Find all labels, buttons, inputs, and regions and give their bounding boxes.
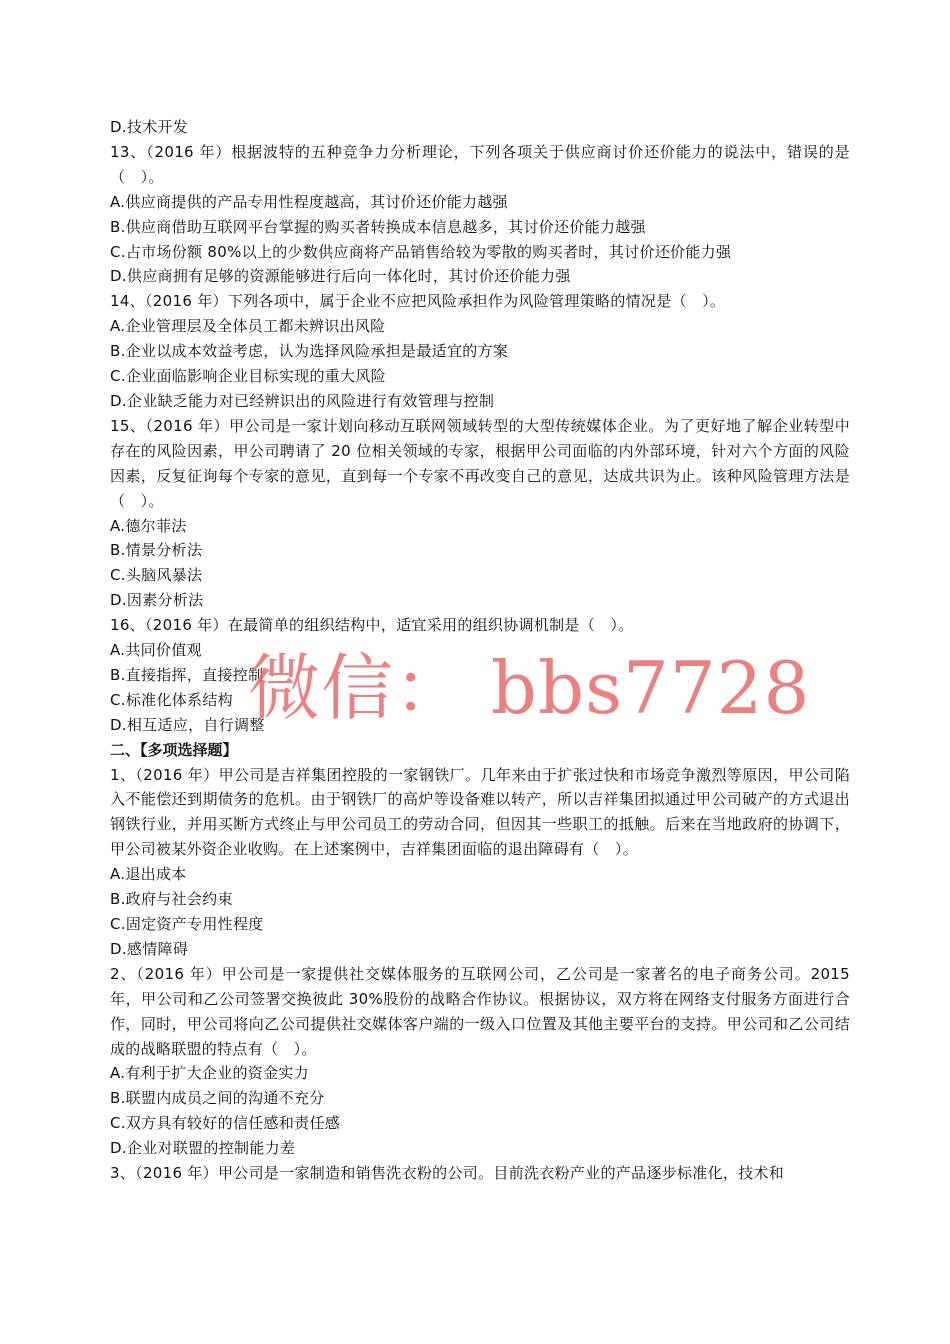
option-line: A.有利于扩大企业的资金实力 bbox=[110, 1064, 309, 1083]
multi-question-3: 3、（2016 年）甲公司是一家制造和销售洗衣粉的公司。目前洗衣粉产业的产品逐步标准化，技术和 bbox=[110, 1164, 785, 1183]
question-16: 16、（2016 年）在最简单的组织结构中，适宜采用的组织协调机制是（ ）。 bbox=[110, 616, 634, 635]
option-line: A.退出成本 bbox=[110, 865, 187, 884]
multi-question-2: 2、（2016 年）甲公司是一家提供社交媒体服务的互联网公司，乙公司是一家著名的电子商务公司。2015 年，甲公司和乙公司签署交换彼此 30%股份的战略合作协议。根据协议，双方将在网络支付服务方面进行合作，同时，甲公司将向乙公司提供社交媒体客户端的一级入口位置及其他主要平台的支持。甲公司和乙公司结成的战略联盟的特点有（ ）。 bbox=[110, 964, 850, 1058]
option-line: B.企业以成本效益考虑，认为选择风险承担是最适宜的方案 bbox=[110, 342, 509, 361]
section-heading: 二、【多项选择题】 bbox=[110, 740, 238, 759]
option-line: D.感情障碍 bbox=[110, 939, 189, 958]
option-line: A.供应商提供的产品专用性程度越高，其讨价还价能力越强 bbox=[110, 192, 508, 211]
option-line: B.供应商借助互联网平台掌握的购买者转换成本信息越多，其讨价还价能力越强 bbox=[110, 217, 646, 236]
option-line: D.企业对联盟的控制能力差 bbox=[110, 1139, 296, 1158]
option-line: D.企业缺乏能力对已经辨识出的风险进行有效管理与控制 bbox=[110, 391, 495, 410]
option-line: C.企业面临影响企业目标实现的重大风险 bbox=[110, 367, 386, 386]
question-13: 13、（2016 年）根据波特的五种竞争力分析理论，下列各项关于供应商讨价还价能力的说法中，错误的是（ ）。 bbox=[110, 142, 850, 186]
option-line: D.相互适应，自行调整 bbox=[110, 715, 265, 734]
multi-question-1: 1、（2016 年）甲公司是吉祥集团控股的一家钢铁厂。几年来由于扩张过快和市场竞争激烈等原因，甲公司陷入不能偿还到期债务的危机。由于钢铁厂的高炉等设备难以转产，所以吉祥集团拟通过甲公司破产的方式退出钢铁行业，并用买断方式终止与甲公司员工的劳动合同，但因其一些职工的抵触。后来在当地政府的协调下，甲公司被某外资企业收购。在上述案例中，吉祥集团面临的退出障碍有（ ）。 bbox=[110, 765, 850, 859]
option-line: B.政府与社会约束 bbox=[110, 890, 233, 909]
question-14: 14、（2016 年）下列各项中，属于企业不应把风险承担作为风险管理策略的情况是（ ）。 bbox=[110, 292, 726, 311]
question-15: 15、（2016 年）甲公司是一家计划向移动互联网领域转型的大型传统媒体企业。为了更好地了解企业转型中存在的风险因素，甲公司聘请了 20 位相关领域的专家，根据甲公司面临的内外部环境，针对六个方面的风险因素，反复征询每个专家的意见，直到每一个专家不再改变自己的意见，达成共识为止。该种风险管理方法是（ ）。 bbox=[110, 416, 850, 510]
option-line: B.情景分析法 bbox=[110, 541, 203, 560]
option-line: B.联盟内成员之间的沟通不充分 bbox=[110, 1089, 325, 1108]
wechat-watermark: 微信： bbs7728 bbox=[248, 646, 811, 730]
option-line: D.技术开发 bbox=[110, 118, 189, 136]
option-line: C.占市场份额 80%以上的少数供应商将产品销售给较为零散的购买者时，其讨价还价能力强 bbox=[110, 242, 732, 261]
option-line: A.企业管理层及全体员工都未辨识出风险 bbox=[110, 317, 386, 336]
option-line: C.固定资产专用性程度 bbox=[110, 915, 264, 933]
option-line: D.供应商拥有足够的资源能够进行后向一体化时，其讨价还价能力强 bbox=[110, 267, 571, 286]
option-line: C.头脑风暴法 bbox=[110, 566, 203, 585]
option-line: B.直接指挥，直接控制 bbox=[110, 665, 264, 684]
option-line: A.共同价值观 bbox=[110, 641, 202, 660]
option-line: D.因素分析法 bbox=[110, 591, 204, 610]
option-line: A.德尔菲法 bbox=[110, 516, 187, 535]
option-line: C.标准化体系结构 bbox=[110, 690, 233, 709]
option-line: C.双方具有较好的信任感和责任感 bbox=[110, 1114, 341, 1133]
